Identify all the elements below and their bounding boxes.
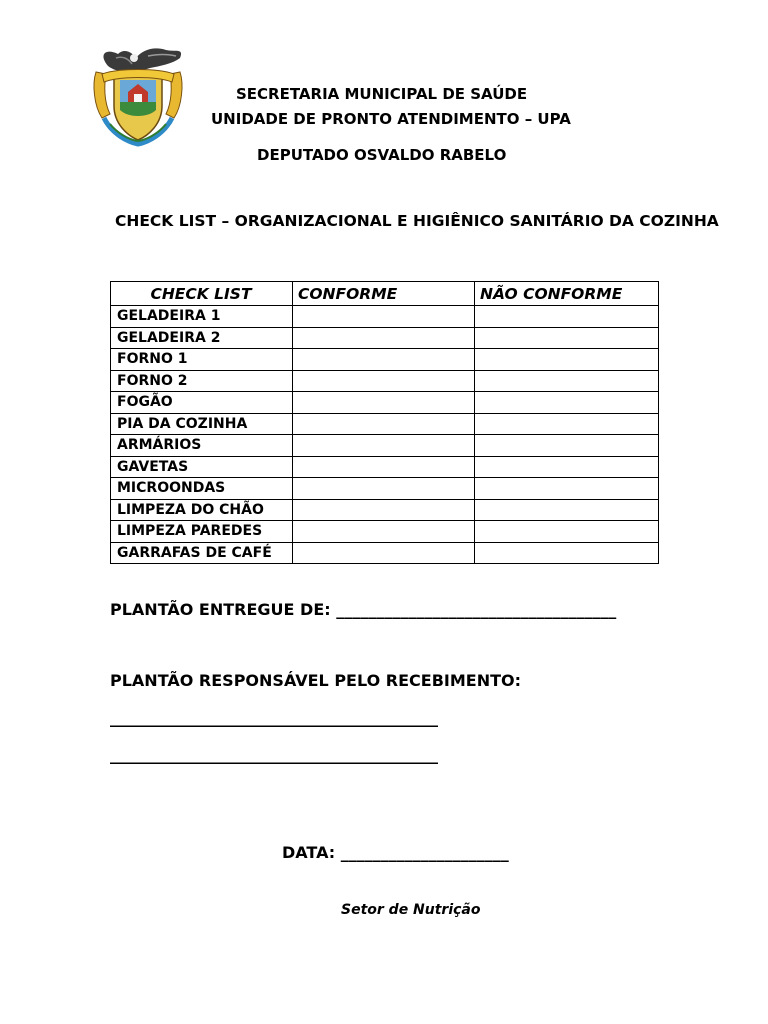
nao-conforme-cell[interactable] (475, 370, 659, 392)
checklist-item-label: FORNO 2 (111, 370, 293, 392)
col-header-conforme: CONFORME (293, 282, 475, 306)
header-deputado: DEPUTADO OSVALDO RABELO (257, 146, 507, 164)
nao-conforme-cell[interactable] (475, 499, 659, 521)
checklist-item-label: LIMPEZA DO CHÃO (111, 499, 293, 521)
nao-conforme-cell[interactable] (475, 327, 659, 349)
col-header-checklist: CHECK LIST (111, 282, 293, 306)
nao-conforme-cell[interactable] (475, 542, 659, 564)
table-row (111, 413, 659, 435)
nao-conforme-cell[interactable] (475, 435, 659, 457)
plantao-entregue-blank[interactable]: ___________________________________ (336, 600, 617, 619)
data-blank[interactable]: _____________________ (340, 843, 509, 862)
conforme-cell[interactable] (293, 456, 475, 478)
table-row (111, 392, 659, 414)
table-row (111, 349, 659, 371)
table-row (111, 327, 659, 349)
plantao-responsavel-label: PLANTÃO RESPONSÁVEL PELO RECEBIMENTO: (110, 671, 521, 690)
data-field (282, 843, 509, 862)
table-row (111, 542, 659, 564)
nao-conforme-cell[interactable] (475, 478, 659, 500)
conforme-cell[interactable] (293, 499, 475, 521)
header-secretaria: SECRETARIA MUNICIPAL DE SAÚDE (236, 85, 528, 103)
signature-line-1[interactable]: _________________________________________ (110, 708, 438, 727)
table-header-row (111, 282, 659, 306)
conforme-cell[interactable] (293, 478, 475, 500)
checklist-item-label: MICROONDAS (111, 478, 293, 500)
checklist-item-label: ARMÁRIOS (111, 435, 293, 457)
checklist-table (110, 281, 659, 564)
conforme-cell[interactable] (293, 349, 475, 371)
data-label: DATA: (282, 843, 336, 862)
document-title: CHECK LIST – ORGANIZACIONAL E HIGIÊNICO SANITÁRIO DA COZINHA (115, 212, 719, 230)
table-row (111, 499, 659, 521)
conforme-cell[interactable] (293, 392, 475, 414)
table-row (111, 456, 659, 478)
plantao-entregue-field (110, 600, 616, 619)
conforme-cell[interactable] (293, 521, 475, 543)
nao-conforme-cell[interactable] (475, 306, 659, 328)
conforme-cell[interactable] (293, 370, 475, 392)
checklist-item-label: GELADEIRA 2 (111, 327, 293, 349)
nao-conforme-cell[interactable] (475, 413, 659, 435)
signature-line-2[interactable]: _________________________________________ (110, 745, 438, 764)
nao-conforme-cell[interactable] (475, 456, 659, 478)
conforme-cell[interactable] (293, 327, 475, 349)
checklist-item-label: GAVETAS (111, 456, 293, 478)
nao-conforme-cell[interactable] (475, 392, 659, 414)
table-row (111, 521, 659, 543)
header-unidade: UNIDADE DE PRONTO ATENDIMENTO – UPA (211, 110, 571, 128)
table-row (111, 370, 659, 392)
table-row (111, 435, 659, 457)
checklist-item-label: GELADEIRA 1 (111, 306, 293, 328)
nao-conforme-cell[interactable] (475, 349, 659, 371)
nao-conforme-cell[interactable] (475, 521, 659, 543)
checklist-item-label: FORNO 1 (111, 349, 293, 371)
checklist-item-label: PIA DA COZINHA (111, 413, 293, 435)
conforme-cell[interactable] (293, 435, 475, 457)
checklist-item-label: LIMPEZA PAREDES (111, 521, 293, 543)
conforme-cell[interactable] (293, 542, 475, 564)
conforme-cell[interactable] (293, 306, 475, 328)
footer-setor: Setor de Nutrição (341, 902, 481, 918)
table-row (111, 478, 659, 500)
checklist-item-label: FOGÃO (111, 392, 293, 414)
table-row (111, 306, 659, 328)
municipal-coat-of-arms-eagle-icon (88, 44, 188, 148)
plantao-entregue-label: PLANTÃO ENTREGUE DE: (110, 600, 331, 619)
checklist-item-label: GARRAFAS DE CAFÉ (111, 542, 293, 564)
col-header-nao-conforme: NÃO CONFORME (475, 282, 659, 306)
conforme-cell[interactable] (293, 413, 475, 435)
